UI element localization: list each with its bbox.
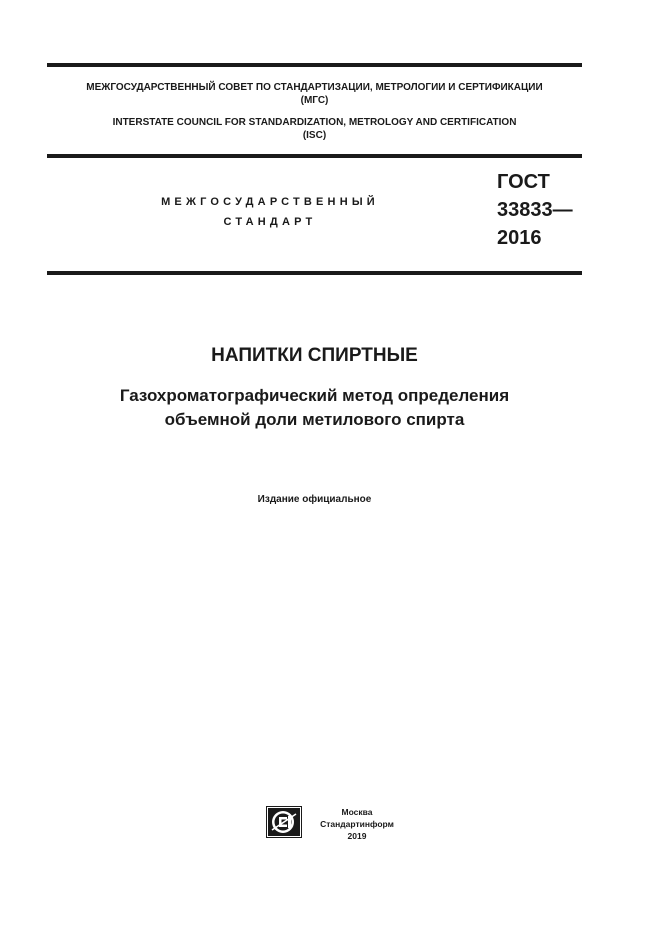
- document-subtitle: [47, 384, 582, 432]
- subtitle-line2: объемной доли метилового спирта: [164, 410, 465, 429]
- middle-divider: [47, 154, 582, 158]
- publisher-name: Стандартинформ: [320, 819, 394, 829]
- designation-number: 33833—: [497, 199, 573, 221]
- standard-designation: [497, 168, 573, 252]
- publisher-year: 2019: [347, 831, 367, 841]
- council-en-abbr: (ISC): [302, 130, 327, 141]
- bottom-divider: [47, 271, 582, 275]
- publisher-block: [308, 806, 406, 842]
- council-ru-name: МЕЖГОСУДАРСТВЕННЫЙ СОВЕТ ПО СТАНДАРТИЗАЦИИ, МЕТРОЛОГИИ И СЕРТИФИКАЦИИ: [86, 82, 543, 93]
- publisher-city: Москва: [341, 807, 373, 817]
- document-title: НАПИТКИ СПИРТНЫЕ: [211, 345, 418, 366]
- council-ru: [47, 81, 582, 107]
- edition-label: Издание официальное: [257, 494, 372, 505]
- standard-type-line2: СТАНДАРТ: [223, 216, 317, 228]
- council-ru-abbr: (МГС): [300, 95, 329, 106]
- designation-year: 2016: [497, 227, 542, 249]
- top-divider: [47, 63, 582, 67]
- standard-type-line1: МЕЖГОСУДАРСТВЕННЫЙ: [161, 196, 379, 208]
- council-en-name: INTERSTATE COUNCIL FOR STANDARDIZATION, METROLOGY AND CERTIFICATION: [112, 117, 517, 128]
- council-en: [47, 116, 582, 142]
- standartinform-logo-icon: [266, 806, 302, 838]
- subtitle-line1: Газохроматографический метод определения: [119, 386, 510, 405]
- designation-prefix: ГОСТ: [497, 171, 550, 193]
